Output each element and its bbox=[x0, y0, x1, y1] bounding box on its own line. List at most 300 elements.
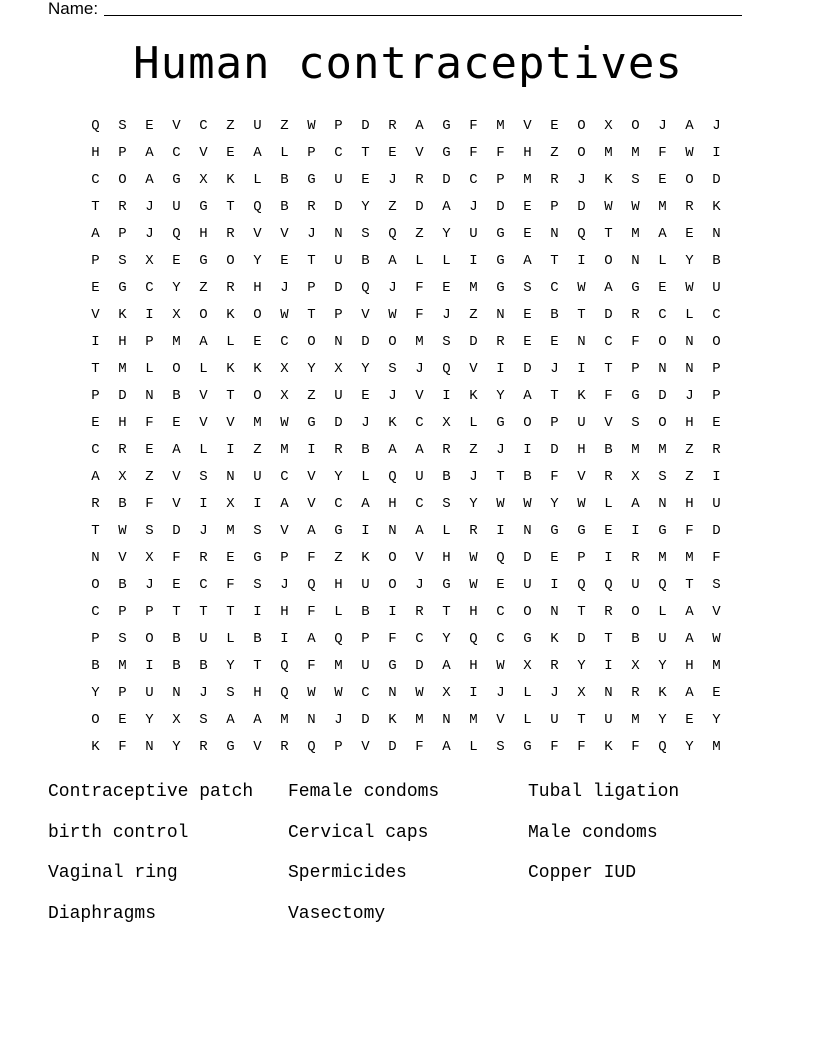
grid-letter: X bbox=[226, 496, 235, 512]
grid-letter: Y bbox=[307, 361, 316, 377]
grid-letter: E bbox=[550, 118, 559, 134]
grid-row bbox=[82, 707, 730, 734]
grid-letter: P bbox=[91, 388, 100, 404]
grid-letter: L bbox=[361, 469, 370, 485]
grid-letter: C bbox=[712, 307, 721, 323]
grid-letter: S bbox=[442, 334, 451, 350]
grid-letter: C bbox=[334, 145, 343, 161]
grid-letter: J bbox=[550, 361, 559, 377]
grid-letter: Y bbox=[172, 280, 181, 296]
grid-letter: E bbox=[712, 685, 721, 701]
grid-letter: C bbox=[361, 685, 370, 701]
grid-letter: E bbox=[361, 388, 370, 404]
grid-letter: M bbox=[658, 199, 667, 215]
grid-letter: W bbox=[388, 307, 397, 323]
grid-letter: L bbox=[415, 253, 424, 269]
grid-letter: D bbox=[577, 631, 586, 647]
grid-letter: O bbox=[307, 334, 316, 350]
grid-letter: H bbox=[388, 496, 397, 512]
grid-letter: E bbox=[712, 415, 721, 431]
grid-letter: M bbox=[712, 658, 721, 674]
grid-letter: X bbox=[631, 658, 640, 674]
grid-letter: L bbox=[253, 172, 262, 188]
grid-letter: N bbox=[550, 226, 559, 242]
grid-letter: I bbox=[442, 388, 451, 404]
grid-letter: W bbox=[280, 307, 289, 323]
grid-letter: A bbox=[685, 604, 694, 620]
grid-letter: I bbox=[253, 604, 262, 620]
grid-letter: G bbox=[523, 631, 532, 647]
grid-letter: U bbox=[361, 658, 370, 674]
grid-letter: M bbox=[658, 550, 667, 566]
grid-row bbox=[82, 653, 730, 680]
grid-letter: N bbox=[523, 523, 532, 539]
grid-letter: P bbox=[577, 550, 586, 566]
grid-letter: D bbox=[604, 307, 613, 323]
grid-row bbox=[82, 113, 730, 140]
grid-letter: W bbox=[712, 631, 721, 647]
grid-letter: Y bbox=[145, 712, 154, 728]
grid-letter: K bbox=[604, 172, 613, 188]
grid-letter: G bbox=[550, 523, 559, 539]
grid-row bbox=[82, 491, 730, 518]
grid-row bbox=[82, 194, 730, 221]
grid-letter: D bbox=[172, 523, 181, 539]
grid-letter: C bbox=[469, 172, 478, 188]
grid-letter: A bbox=[442, 199, 451, 215]
word-list-item: Contraceptive patch bbox=[48, 782, 254, 802]
grid-letter: C bbox=[550, 280, 559, 296]
grid-letter: G bbox=[577, 523, 586, 539]
grid-letter: N bbox=[631, 253, 640, 269]
grid-letter: F bbox=[685, 523, 694, 539]
grid-letter: Z bbox=[550, 145, 559, 161]
grid-letter: T bbox=[172, 604, 181, 620]
grid-letter: J bbox=[496, 442, 505, 458]
grid-row bbox=[82, 140, 730, 167]
grid-letter: B bbox=[253, 631, 262, 647]
grid-letter: E bbox=[658, 280, 667, 296]
grid-letter: E bbox=[604, 523, 613, 539]
grid-letter: T bbox=[577, 604, 586, 620]
grid-letter: M bbox=[658, 442, 667, 458]
grid-row bbox=[82, 383, 730, 410]
grid-letter: T bbox=[577, 307, 586, 323]
grid-row bbox=[82, 356, 730, 383]
grid-letter: A bbox=[253, 145, 262, 161]
grid-letter: C bbox=[415, 415, 424, 431]
grid-letter: R bbox=[226, 226, 235, 242]
grid-letter: Z bbox=[334, 550, 343, 566]
grid-letter: R bbox=[118, 199, 127, 215]
grid-letter: P bbox=[91, 631, 100, 647]
grid-letter: A bbox=[388, 253, 397, 269]
grid-letter: V bbox=[199, 388, 208, 404]
grid-letter: I bbox=[145, 307, 154, 323]
grid-letter: O bbox=[631, 604, 640, 620]
grid-letter: J bbox=[145, 577, 154, 593]
word-list-item: Tubal ligation bbox=[528, 782, 680, 802]
grid-letter: H bbox=[280, 604, 289, 620]
grid-letter: C bbox=[280, 469, 289, 485]
page-title: Human contraceptives bbox=[133, 38, 683, 89]
grid-letter: D bbox=[334, 280, 343, 296]
grid-letter: X bbox=[523, 658, 532, 674]
grid-letter: B bbox=[280, 172, 289, 188]
grid-letter: J bbox=[415, 361, 424, 377]
grid-letter: N bbox=[388, 523, 397, 539]
grid-letter: C bbox=[172, 145, 181, 161]
grid-letter: O bbox=[388, 550, 397, 566]
grid-letter: F bbox=[145, 415, 154, 431]
grid-letter: O bbox=[523, 604, 532, 620]
grid-letter: I bbox=[388, 604, 397, 620]
grid-letter: R bbox=[685, 199, 694, 215]
grid-letter: A bbox=[415, 442, 424, 458]
grid-letter: M bbox=[469, 280, 478, 296]
grid-letter: R bbox=[550, 658, 559, 674]
grid-letter: F bbox=[658, 145, 667, 161]
grid-letter: F bbox=[118, 739, 127, 755]
grid-letter: O bbox=[91, 577, 100, 593]
grid-letter: K bbox=[118, 307, 127, 323]
grid-letter: P bbox=[118, 145, 127, 161]
grid-letter: N bbox=[685, 334, 694, 350]
grid-letter: U bbox=[253, 118, 262, 134]
grid-row bbox=[82, 302, 730, 329]
grid-letter: J bbox=[388, 280, 397, 296]
grid-letter: B bbox=[199, 658, 208, 674]
grid-letter: R bbox=[388, 118, 397, 134]
grid-letter: I bbox=[91, 334, 100, 350]
grid-letter: O bbox=[388, 577, 397, 593]
grid-letter: H bbox=[523, 145, 532, 161]
grid-letter: P bbox=[631, 361, 640, 377]
grid-letter: P bbox=[118, 685, 127, 701]
grid-letter: U bbox=[172, 199, 181, 215]
grid-letter: B bbox=[172, 388, 181, 404]
grid-letter: F bbox=[226, 577, 235, 593]
grid-letter: T bbox=[91, 361, 100, 377]
grid-letter: J bbox=[361, 415, 370, 431]
grid-letter: P bbox=[361, 631, 370, 647]
grid-letter: E bbox=[550, 334, 559, 350]
grid-letter: G bbox=[307, 172, 316, 188]
grid-letter: S bbox=[658, 469, 667, 485]
grid-letter: O bbox=[685, 172, 694, 188]
grid-letter: V bbox=[280, 523, 289, 539]
grid-letter: T bbox=[550, 388, 559, 404]
grid-letter: B bbox=[361, 253, 370, 269]
grid-letter: M bbox=[712, 739, 721, 755]
grid-letter: H bbox=[469, 658, 478, 674]
grid-letter: H bbox=[253, 280, 262, 296]
grid-letter: S bbox=[199, 469, 208, 485]
grid-letter: S bbox=[496, 739, 505, 755]
grid-letter: E bbox=[91, 280, 100, 296]
grid-letter: M bbox=[523, 172, 532, 188]
grid-row bbox=[82, 248, 730, 275]
grid-letter: Z bbox=[145, 469, 154, 485]
grid-letter: D bbox=[388, 739, 397, 755]
grid-letter: N bbox=[496, 307, 505, 323]
grid-letter: M bbox=[631, 442, 640, 458]
grid-letter: K bbox=[577, 388, 586, 404]
grid-letter: X bbox=[145, 253, 154, 269]
grid-letter: A bbox=[442, 658, 451, 674]
grid-letter: I bbox=[496, 361, 505, 377]
grid-letter: S bbox=[442, 496, 451, 512]
grid-letter: L bbox=[226, 631, 235, 647]
grid-letter: A bbox=[361, 496, 370, 512]
word-list-item: Diaphragms bbox=[48, 903, 157, 924]
grid-letter: Z bbox=[280, 118, 289, 134]
grid-letter: F bbox=[307, 604, 316, 620]
grid-letter: G bbox=[199, 253, 208, 269]
grid-letter: B bbox=[118, 496, 127, 512]
grid-letter: D bbox=[361, 118, 370, 134]
grid-letter: R bbox=[496, 334, 505, 350]
grid-letter: N bbox=[145, 739, 154, 755]
grid-letter: L bbox=[523, 685, 532, 701]
grid-letter: R bbox=[604, 469, 613, 485]
grid-letter: H bbox=[685, 496, 694, 512]
grid-letter: J bbox=[550, 685, 559, 701]
grid-letter: T bbox=[253, 658, 262, 674]
grid-letter: T bbox=[577, 712, 586, 728]
grid-letter: R bbox=[550, 172, 559, 188]
grid-letter: V bbox=[496, 712, 505, 728]
grid-letter: U bbox=[334, 253, 343, 269]
grid-letter: E bbox=[253, 334, 262, 350]
grid-letter: L bbox=[334, 604, 343, 620]
grid-letter: C bbox=[199, 118, 208, 134]
grid-letter: D bbox=[118, 388, 127, 404]
grid-letter: W bbox=[523, 496, 532, 512]
grid-letter: M bbox=[253, 415, 262, 431]
grid-letter: P bbox=[712, 388, 721, 404]
grid-letter: S bbox=[631, 415, 640, 431]
grid-letter: V bbox=[172, 496, 181, 512]
grid-letter: H bbox=[118, 334, 127, 350]
grid-letter: G bbox=[118, 280, 127, 296]
grid-letter: M bbox=[631, 712, 640, 728]
grid-letter: V bbox=[712, 604, 721, 620]
grid-letter: T bbox=[604, 631, 613, 647]
grid-letter: M bbox=[685, 550, 694, 566]
grid-letter: G bbox=[388, 658, 397, 674]
grid-letter: E bbox=[145, 442, 154, 458]
word-list-item: Spermicides bbox=[288, 863, 407, 883]
grid-letter: R bbox=[334, 442, 343, 458]
grid-letter: Q bbox=[658, 577, 667, 593]
grid-letter: R bbox=[307, 199, 316, 215]
grid-letter: F bbox=[307, 550, 316, 566]
grid-letter: B bbox=[280, 199, 289, 215]
grid-letter: U bbox=[334, 172, 343, 188]
grid-letter: R bbox=[631, 550, 640, 566]
grid-letter: N bbox=[577, 334, 586, 350]
grid-letter: V bbox=[523, 118, 532, 134]
grid-letter: X bbox=[631, 469, 640, 485]
grid-letter: N bbox=[172, 685, 181, 701]
grid-letter: I bbox=[577, 361, 586, 377]
grid-letter: R bbox=[469, 523, 478, 539]
grid-letter: D bbox=[712, 523, 721, 539]
grid-letter: N bbox=[658, 361, 667, 377]
grid-letter: D bbox=[361, 334, 370, 350]
grid-letter: J bbox=[388, 388, 397, 404]
grid-letter: N bbox=[442, 712, 451, 728]
grid-letter: P bbox=[118, 604, 127, 620]
grid-letter: F bbox=[388, 631, 397, 647]
grid-letter: X bbox=[280, 361, 289, 377]
grid-letter: B bbox=[91, 658, 100, 674]
grid-row bbox=[82, 464, 730, 491]
grid-row bbox=[82, 329, 730, 356]
grid-letter: C bbox=[91, 172, 100, 188]
grid-letter: O bbox=[253, 388, 262, 404]
grid-letter: J bbox=[307, 226, 316, 242]
grid-letter: S bbox=[388, 361, 397, 377]
grid-letter: V bbox=[415, 388, 424, 404]
grid-letter: V bbox=[199, 415, 208, 431]
grid-letter: D bbox=[415, 199, 424, 215]
grid-letter: P bbox=[334, 307, 343, 323]
grid-letter: Q bbox=[388, 469, 397, 485]
grid-letter: F bbox=[550, 469, 559, 485]
grid-letter: M bbox=[118, 658, 127, 674]
grid-letter: A bbox=[253, 712, 262, 728]
grid-letter: U bbox=[199, 631, 208, 647]
word-list-item: Vasectomy bbox=[288, 903, 386, 924]
grid-letter: O bbox=[145, 631, 154, 647]
grid-letter: R bbox=[712, 442, 721, 458]
grid-letter: C bbox=[496, 631, 505, 647]
grid-letter: S bbox=[712, 577, 721, 593]
grid-letter: F bbox=[604, 388, 613, 404]
grid-letter: G bbox=[631, 280, 640, 296]
grid-letter: C bbox=[145, 280, 154, 296]
grid-letter: A bbox=[199, 334, 208, 350]
grid-row bbox=[82, 545, 730, 572]
grid-letter: U bbox=[415, 469, 424, 485]
grid-letter: R bbox=[226, 280, 235, 296]
grid-letter: Z bbox=[253, 442, 262, 458]
grid-letter: P bbox=[91, 253, 100, 269]
grid-letter: W bbox=[307, 118, 316, 134]
grid-letter: W bbox=[118, 523, 127, 539]
grid-letter: M bbox=[469, 712, 478, 728]
grid-letter: T bbox=[442, 604, 451, 620]
grid-letter: V bbox=[577, 469, 586, 485]
grid-letter: L bbox=[442, 523, 451, 539]
grid-letter: X bbox=[577, 685, 586, 701]
grid-letter: M bbox=[415, 712, 424, 728]
grid-letter: S bbox=[253, 523, 262, 539]
grid-letter: Y bbox=[334, 469, 343, 485]
grid-letter: O bbox=[118, 172, 127, 188]
grid-letter: X bbox=[604, 118, 613, 134]
grid-letter: Z bbox=[685, 469, 694, 485]
grid-letter: C bbox=[658, 307, 667, 323]
grid-letter: S bbox=[361, 226, 370, 242]
grid-letter: N bbox=[226, 469, 235, 485]
grid-letter: R bbox=[604, 604, 613, 620]
grid-letter: C bbox=[199, 577, 208, 593]
grid-letter: X bbox=[442, 415, 451, 431]
grid-letter: M bbox=[226, 523, 235, 539]
grid-letter: Y bbox=[172, 739, 181, 755]
grid-letter: I bbox=[604, 658, 613, 674]
grid-letter: C bbox=[280, 334, 289, 350]
grid-letter: T bbox=[226, 199, 235, 215]
grid-letter: A bbox=[280, 496, 289, 512]
grid-letter: S bbox=[253, 577, 262, 593]
word-list-item: Male condoms bbox=[528, 822, 658, 843]
grid-letter: P bbox=[307, 280, 316, 296]
grid-letter: V bbox=[199, 145, 208, 161]
grid-letter: Q bbox=[442, 361, 451, 377]
grid-letter: E bbox=[280, 253, 289, 269]
grid-letter: E bbox=[523, 226, 532, 242]
grid-letter: F bbox=[496, 145, 505, 161]
grid-letter: E bbox=[523, 307, 532, 323]
grid-letter: K bbox=[550, 631, 559, 647]
grid-letter: Y bbox=[658, 658, 667, 674]
grid-letter: Y bbox=[577, 658, 586, 674]
grid-letter: O bbox=[91, 712, 100, 728]
grid-letter: Y bbox=[253, 253, 262, 269]
grid-letter: O bbox=[631, 118, 640, 134]
grid-letter: J bbox=[577, 172, 586, 188]
grid-letter: T bbox=[91, 523, 100, 539]
grid-letter: U bbox=[253, 469, 262, 485]
grid-letter: D bbox=[442, 172, 451, 188]
grid-letter: F bbox=[469, 118, 478, 134]
word-list-item: birth control bbox=[48, 822, 189, 843]
grid-letter: A bbox=[685, 631, 694, 647]
grid-letter: V bbox=[172, 469, 181, 485]
grid-letter: Y bbox=[496, 388, 505, 404]
grid-letter: S bbox=[226, 685, 235, 701]
grid-letter: W bbox=[307, 685, 316, 701]
grid-letter: E bbox=[523, 334, 532, 350]
grid-letter: E bbox=[496, 577, 505, 593]
grid-row bbox=[82, 275, 730, 302]
grid-letter: K bbox=[226, 172, 235, 188]
grid-letter: L bbox=[469, 739, 478, 755]
grid-letter: J bbox=[415, 577, 424, 593]
grid-letter: G bbox=[658, 523, 667, 539]
grid-letter: J bbox=[334, 712, 343, 728]
grid-letter: D bbox=[550, 442, 559, 458]
grid-letter: H bbox=[334, 577, 343, 593]
grid-letter: H bbox=[199, 226, 208, 242]
grid-row bbox=[82, 518, 730, 545]
grid-letter: L bbox=[658, 253, 667, 269]
grid-letter: I bbox=[253, 496, 262, 512]
grid-letter: B bbox=[118, 577, 127, 593]
grid-letter: Q bbox=[307, 577, 316, 593]
grid-letter: Q bbox=[307, 739, 316, 755]
grid-letter: I bbox=[712, 469, 721, 485]
grid-letter: D bbox=[496, 199, 505, 215]
word-list-item: Cervical caps bbox=[288, 822, 429, 843]
grid-letter: A bbox=[415, 118, 424, 134]
grid-letter: V bbox=[415, 550, 424, 566]
grid-letter: J bbox=[199, 523, 208, 539]
